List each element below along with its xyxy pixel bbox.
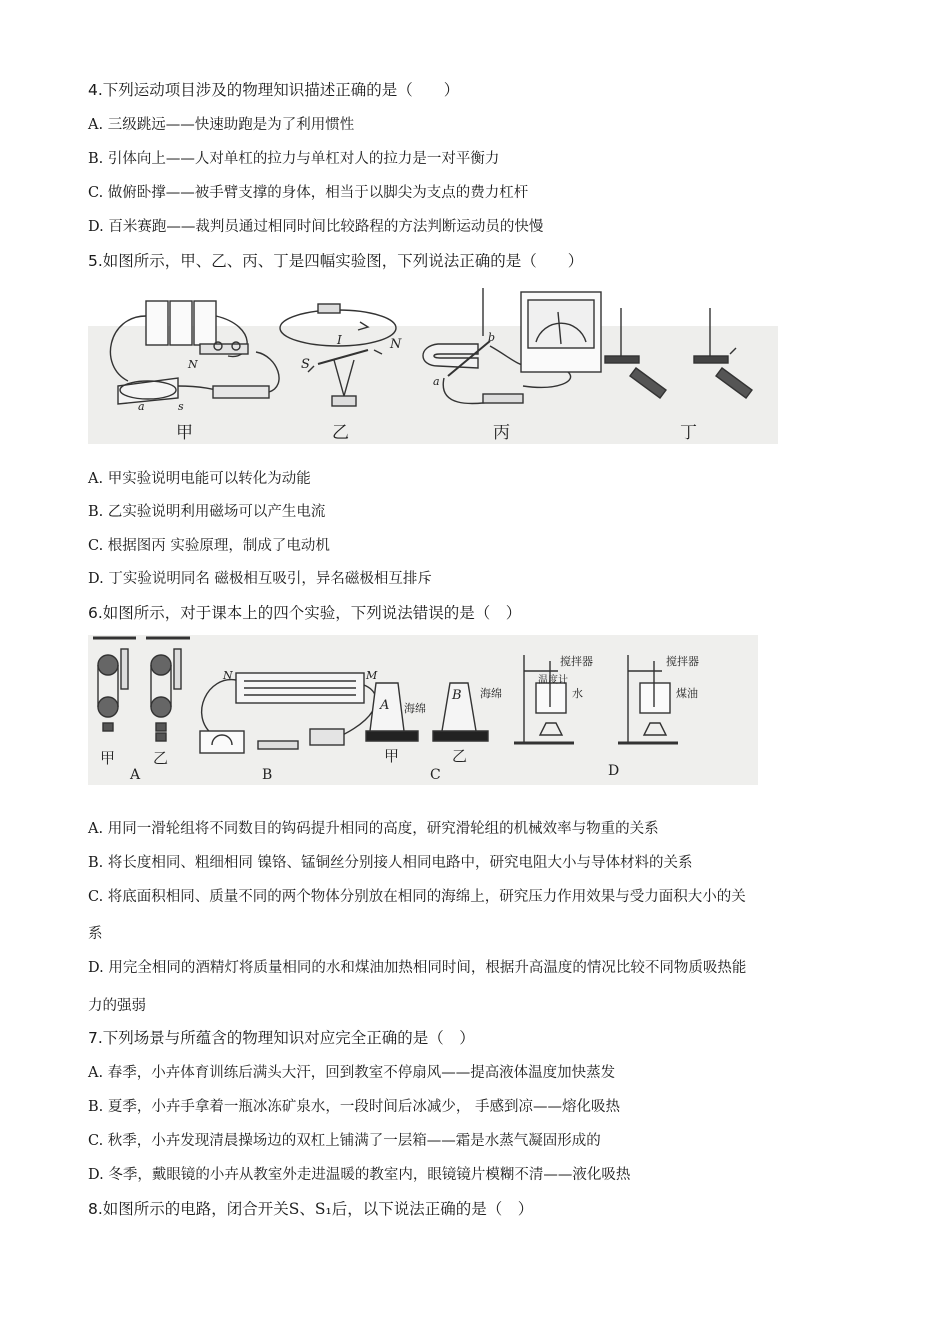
q6-c-mark-a: A: [380, 698, 390, 713]
q6-c-sponge-2: 海绵: [480, 687, 502, 700]
q5-mark-s-small: s: [178, 400, 184, 413]
q6-option-d: D. 用完全相同的酒精灯将质量相同的水和煤油加热相同时间，根据升高温度的情况比较不同物质吸热能: [88, 960, 747, 976]
question-text: 如图所示，对于课本上的四个实验，下列说法错误的是（ ）: [102, 604, 522, 622]
q5-label-ding: 丁: [680, 423, 697, 443]
q6-b-mark-m: M: [366, 669, 378, 682]
question-number: 8.: [88, 1200, 103, 1218]
q6-label-c: C: [430, 767, 441, 783]
q6-c-label-yi: 乙: [452, 747, 468, 765]
q6-a-label-yi: 乙: [153, 749, 169, 767]
q5-figure: [88, 286, 778, 446]
q6-d-oil: 煤油: [676, 687, 698, 700]
q6-option-b: B. 将长度相同、粗细相同 镍铬、锰铜丝分别接人相同电路中，研究电阻大小与导体材料的关系: [88, 855, 693, 871]
q6-option-c-cont: 系: [88, 926, 103, 942]
question-6-stem: [88, 603, 521, 623]
q4-option-c: C. 做俯卧撑——被手臂支撑的身体，相当于以脚尖为支点的费力杠杆: [88, 185, 529, 201]
q6-d-stirrer-1: 搅拌器: [560, 655, 593, 668]
question-number: 6.: [88, 604, 103, 622]
q6-d-thermometer: 温度计: [538, 675, 568, 686]
q6-label-a: A: [130, 767, 141, 783]
q5-mark-a-bing: a: [433, 375, 440, 388]
q6-b-mark-n: N: [223, 669, 233, 682]
question-text: 下列场景与所蕴含的物理知识对应完全正确的是（ ）: [102, 1029, 475, 1047]
question-text: 下列运动项目涉及的物理知识描述正确的是（ ）: [102, 81, 460, 99]
q6-figure: [88, 635, 758, 787]
q6-c-label-jia: 甲: [384, 747, 400, 765]
q5-option-c: C. 根据图丙 实验原理，制成了电动机: [88, 538, 330, 554]
q5-label-yi: 乙: [332, 423, 349, 443]
q5-mark-n: N: [390, 337, 402, 352]
question-number: 4.: [88, 81, 103, 99]
q6-option-d-cont: 力的强弱: [88, 998, 146, 1014]
q6-label-b: B: [262, 767, 273, 783]
q5-mark-b: b: [488, 331, 496, 344]
question-number: 5.: [88, 252, 103, 270]
q4-option-a: A. 三级跳远——快速助跑是为了利用惯性: [88, 117, 355, 133]
q6-a-label-jia: 甲: [100, 749, 116, 767]
q5-mark-a-jia: a: [138, 400, 145, 413]
question-text: 如图所示，甲、乙、丙、丁是四幅实验图，下列说法正确的是（ ）: [102, 252, 584, 270]
q5-label-jia: 甲: [176, 423, 193, 443]
question-8-stem: [88, 1199, 533, 1219]
q7-option-a: A. 春季，小卉体育训练后满头大汗，回到教室不停扇风——提高液体温度加快蒸发: [88, 1065, 616, 1081]
q7-option-b: B. 夏季，小卉手拿着一瓶冰冻矿泉水，一段时间后冰减少， 手感到凉——熔化吸热: [88, 1099, 620, 1115]
q6-c-sponge-1: 海绵: [404, 702, 426, 715]
question-5-stem: [88, 251, 583, 271]
q5-option-a: A. 甲实验说明电能可以转化为动能: [88, 471, 311, 487]
question-7-stem: [88, 1028, 475, 1048]
q6-option-c: C. 将底面积相同、质量不同的两个物体分别放在相同的海绵上，研究压力作用效果与受力面积大小的关: [88, 889, 746, 905]
question-number: 7.: [88, 1029, 103, 1047]
q5-mark-i: I: [337, 333, 342, 347]
question-text: 如图所示的电路，闭合开关S、S₁后，以下说法正确的是（ ）: [102, 1200, 534, 1218]
q6-label-d: D: [608, 763, 620, 779]
q5-label-bing: 丙: [493, 423, 510, 443]
q5-mark-n-small: N: [188, 358, 198, 371]
q5-mark-s: S: [301, 357, 310, 372]
question-4-stem: [88, 80, 459, 100]
q5-option-b: B. 乙实验说明利用磁场可以产生电流: [88, 504, 326, 520]
q5-option-d: D. 丁实验说明同名 磁极相互吸引，异名磁极相互排斥: [88, 571, 432, 587]
q6-d-stirrer-2: 搅拌器: [666, 655, 699, 668]
q4-option-b: B. 引体向上——人对单杠的拉力与单杠对人的拉力是一对平衡力: [88, 151, 500, 167]
q6-d-water: 水: [572, 687, 583, 700]
q7-option-c: C. 秋季，小卉发现清晨操场边的双杠上铺满了一层箱——霜是水蒸气凝固形成的: [88, 1133, 601, 1149]
q6-c-mark-b: B: [452, 688, 462, 703]
q7-option-d: D. 冬季，戴眼镜的小卉从教室外走进温暖的教室内，眼镜镜片模糊不清——液化吸热: [88, 1167, 631, 1183]
q4-option-d: D. 百米赛跑——裁判员通过相同时间比较路程的方法判断运动员的快慢: [88, 219, 544, 235]
q6-option-a: A. 用同一滑轮组将不同数目的钩码提升相同的高度，研究滑轮组的机械效率与物重的关系: [88, 821, 659, 837]
